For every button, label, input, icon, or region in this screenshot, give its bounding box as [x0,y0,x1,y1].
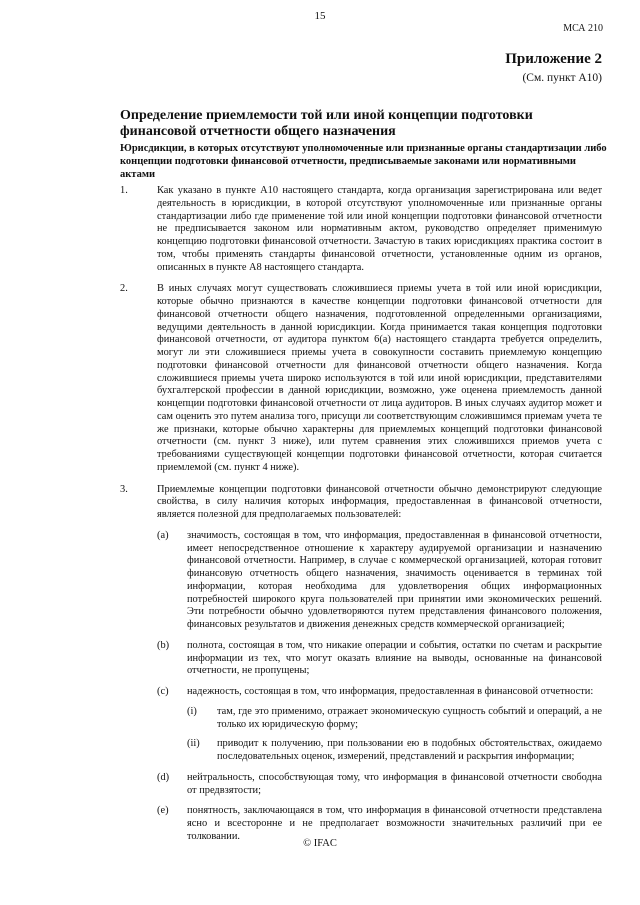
list-item-b [157,640,602,678]
reliability-sublist [187,706,602,764]
paragraph-number: 1. [120,185,128,196]
list-item-text: значимость, состоящая в том, что информация, предоставленная в финансовой отчетности, имеет непосредственное отношение к характеру аудируемой организации и назначению финансовой отчетности. Например, в случае с коммерческой организацией, которая готовит финансовую отчетность общего назначения, значимость оценивается в терминах той информации, которая необходима для удовлетворения общих информационных потребностей широкого круга пользователей при принятии ими экономических решений. Эти потребности обычно удовлетворяются путем представления финансового положения, финансовых результатов и движения денежных средств коммерческой организацией; [187,529,602,630]
footer-copyright: © IFAC [303,838,337,849]
body-content [120,185,602,852]
list-item-label: (c) [157,686,169,697]
paragraph-3 [120,484,602,844]
list-item-label: (b) [157,639,170,651]
list-item-d [157,772,602,798]
list-item-label: (a) [157,529,169,541]
sublist-item-i [187,706,602,732]
page-number: 15 [314,10,326,22]
sublist-item-text: там, где это применимо, отражает экономическую сущность событий и операций, а не только их юридическую форму; [217,705,602,730]
paragraph-text: Приемлемые концепции подготовки финансовой отчетности обычно демонстрируют следующие свойства, в силу наличия которых информация, предоставленная в финансовой отчетности, является полезной для предполагаемых пользователей: [157,483,602,520]
appendix-reference: (См. пункт А10) [522,72,602,84]
document-code: МСА 210 [563,23,603,34]
properties-list [157,530,602,844]
sublist-item-text: приводит к получению, при пользовании ею в подобных обстоятельствах, ожидаемо последовательных оценок, измерений, представлений и раскрытия информации; [217,738,602,762]
paragraph-number: 3. [120,483,128,495]
list-item-a [157,530,602,632]
section-subheading: Юрисдикции, в которых отсутствуют уполномоченные или признанные органы стандартизации либо концепции подготовки финансовой отчетности, предписываемые законами или нормативными актами [120,143,607,180]
list-item-label: (d) [157,771,170,783]
paragraph-1 [120,185,602,274]
sublist-item-label: (i) [187,705,197,717]
paragraph-text: Как указано в пункте А10 настоящего стандарта, когда организация зарегистрирована или ведет деятельность в юрисдикции, в которой отсутствуют уполномоченные или признанные органы стандартизации либо где применение той или иной концепции подготовки финансовой отчетности не предписывается законом или нормативным актом, руководство определяет применимую концепцию подготовки финансовой отчетности. Зачастую в таких юрисдикциях практика состоит в том, чтобы применять стандарты финансовой отчетности, установленные одним из органов, описанных в пункте А8 настоящего стандарта. [157,185,602,273]
list-item-text: надежность, состоящая в том, что информация, предоставленная в финансовой отчетности: [187,686,594,697]
paragraph-2 [120,283,602,474]
paragraph-text: В иных случаях могут существовать сложившиеся приемы учета в той или иной юрисдикции, которые обычно признаются в качестве концепции подготовки финансовой отчетности для финансовой отчетности общего назначения, подготовленной определенными организациями, ведущими деятельность в данной юрисдикции. Когда принимается такая концепция подготовки финансовой отчетности, от аудитора пунктом 6(а) настоящего стандарта требуется определить, могут ли эти сложившиеся приемы учета в совокупности составить приемлемую концепцию подготовки финансовой отчетности для финансовой отчетности общего назначения. Когда сложившиеся приемы учета широко используются в той или иной юрисдикции, представителями бухгалтерской профессии в данной юрисдикции, возможно, уже оценена приемлемость данной концепции подготовки финансовой отчетности от лица аудиторов. В иных случаях аудитор может и сам оценить это путем анализа того, присущи ли соответствующим сложившимся приемам учета те же признаки, которые обычно характерны для приемлемых концепций подготовки финансовой отчетности (см. пункт 3 ниже), или путем сравнения этих сложившихся приемов учета с требованиями существующей концепции подготовки финансовой отчетности, которая считается приемлемой (см. пункт 4 ниже). [157,283,602,473]
section-heading: Определение приемлемости той или иной концепции подготовки финансовой отчетности общего назначения [120,108,533,139]
appendix-title: Приложение 2 [505,51,602,67]
list-item-label: (e) [157,805,169,817]
list-item-text: нейтральность, способствующая тому, что информация в финансовой отчетности свободна от предвзятости; [187,771,602,796]
sublist-item-label: (ii) [187,738,200,750]
paragraph-number: 2. [120,283,128,295]
list-item-text: понятность, заключающаяся в том, что информация в финансовой отчетности представлена ясно и всесторонне и не предполагает возможности значительных различий при ее толковании. [187,805,602,842]
list-item-text: полнота, состоящая в том, что никакие операции и события, остатки по счетам и раскрытие информации из тех, что могут оказать влияние на выводы, основанные на финансовой отчетности, не пропущены; [187,639,602,677]
sublist-item-ii [187,738,602,764]
list-item-c [157,686,602,764]
